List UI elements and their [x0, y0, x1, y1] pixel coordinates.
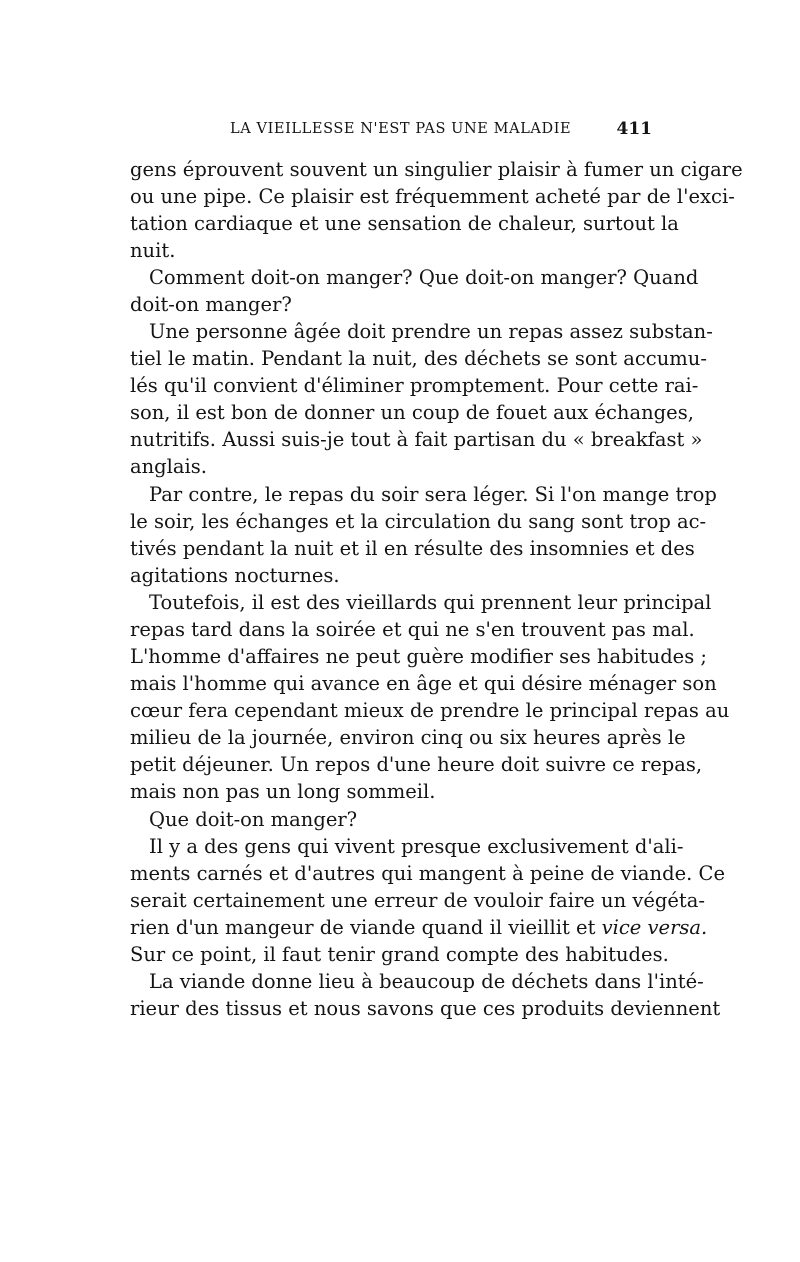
text-line: le soir, les échanges et la circulation du sang sont trop ac-: [130, 510, 707, 533]
text-line: petit déjeuner. Un repos d'une heure doit suivre ce repas,: [130, 753, 703, 776]
text-line: gens éprouvent souvent un singulier plaisir à fumer un cigare: [130, 158, 743, 181]
text-segment: rien d'un mangeur de viande quand il vieillit et: [130, 916, 596, 939]
text-line: tiel le matin. Pendant la nuit, des déchets se sont accumu-: [130, 347, 707, 370]
text-line: nuit.: [130, 239, 176, 262]
text-line: [130, 914, 708, 941]
text-line: doit-on manger?: [130, 293, 292, 316]
text-line: ments carnés et d'autres qui mangent à peine de viande. Ce: [130, 862, 725, 885]
page-number: 411: [616, 119, 652, 139]
text-line: Sur ce point, il faut tenir grand compte des habitudes.: [130, 943, 669, 966]
text-line: anglais.: [130, 455, 207, 478]
italic-phrase: vice versa.: [601, 916, 708, 939]
text-line: Il y a des gens qui vivent presque exclusivement d'ali-: [149, 835, 684, 858]
text-line: agitations nocturnes.: [130, 564, 340, 587]
text-line: Une personne âgée doit prendre un repas assez substan-: [149, 320, 713, 343]
text-line: mais l'homme qui avance en âge et qui désire ménager son: [130, 672, 717, 695]
text-line: mais non pas un long sommeil.: [130, 780, 436, 803]
text-line: L'homme d'affaires ne peut guère modifier ses habitudes ;: [130, 645, 708, 668]
text-line: repas tard dans la soirée et qui ne s'en trouvent pas mal.: [130, 618, 695, 641]
running-title: LA VIEILLESSE N'EST PAS UNE MALADIE: [230, 121, 572, 137]
running-head: [130, 118, 652, 140]
text-line: nutritifs. Aussi suis-je tout à fait partisan du « breakfast »: [130, 428, 703, 451]
text-line: milieu de la journée, environ cinq ou six heures après le: [130, 726, 686, 749]
text-line: La viande donne lieu à beaucoup de déchets dans l'inté-: [149, 970, 704, 993]
text-line: cœur fera cependant mieux de prendre le principal repas au: [130, 699, 730, 722]
text-line: serait certainement une erreur de vouloir faire un végéta-: [130, 889, 705, 912]
text-line: son, il est bon de donner un coup de fouet aux échanges,: [130, 401, 694, 424]
text-line: tation cardiaque et une sensation de chaleur, surtout la: [130, 212, 679, 235]
text-line: rieur des tissus et nous savons que ces produits deviennent: [130, 997, 721, 1020]
text-line: lés qu'il convient d'éliminer promptement. Pour cette rai-: [130, 374, 699, 397]
text-line: Comment doit-on manger? Que doit-on manger? Quand: [149, 266, 699, 289]
text-line: ou une pipe. Ce plaisir est fréquemment acheté par de l'exci-: [130, 185, 735, 208]
text-line: Toutefois, il est des vieillards qui prennent leur principal: [149, 591, 712, 614]
text-line: tivés pendant la nuit et il en résulte des insomnies et des: [130, 537, 695, 560]
text-line: Par contre, le repas du soir sera léger. Si l'on mange trop: [149, 483, 717, 506]
text-line: Que doit-on manger?: [149, 808, 358, 831]
